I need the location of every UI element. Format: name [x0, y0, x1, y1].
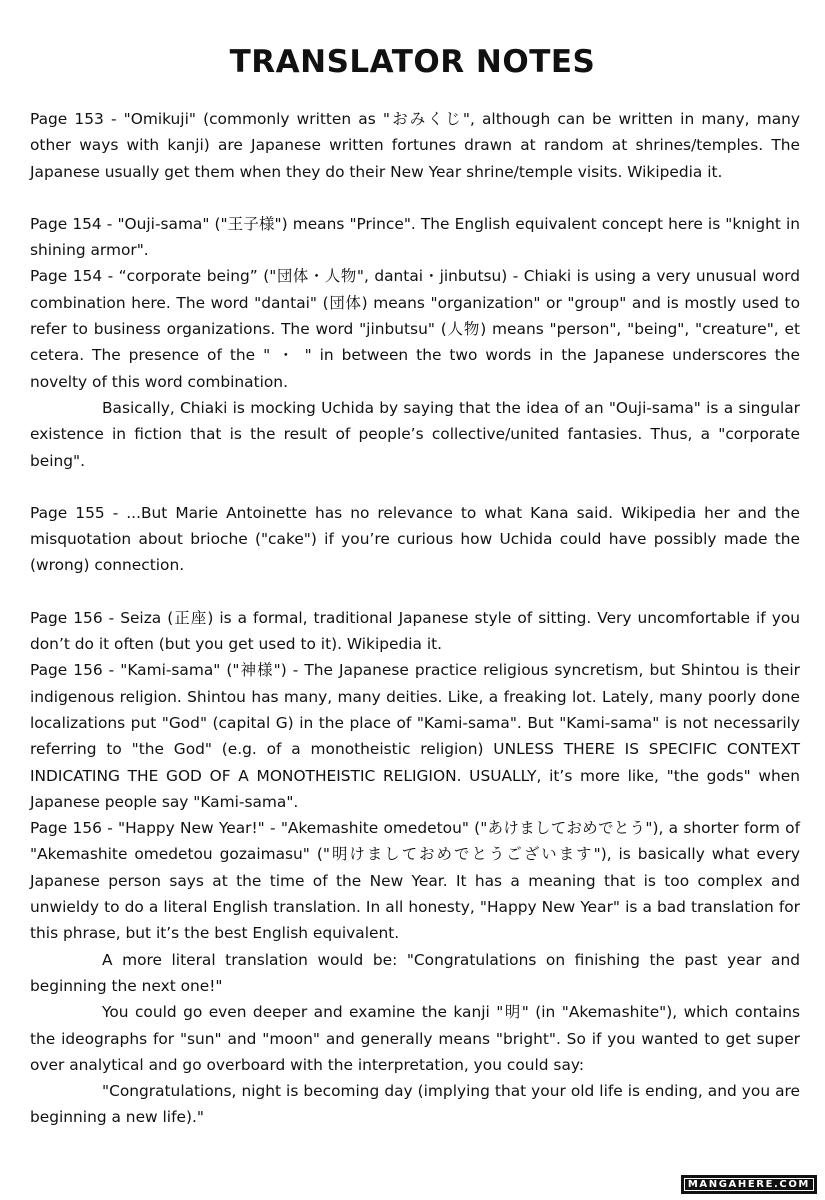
- note-omikuji: Page 153 - "Omikuji" (commonly written as "おみくじ", although can be written in many, many other ways with kanji) are Japanese written fortunes drawn at random at shrines/temples. The Japanese usually get them when they do their New Year shrine/temple visits. Wikipedia it.: [30, 110, 800, 181]
- note-kami-sama: Page 156 - "Kami-sama" ("神様") - The Japanese practice religious syncretism, but Shintou is their indigenous religion. Shintou has many, many deities. Like, a freaking lot. Lately, many poorly done localizations put "God" (capital G) in the place of "Kami-sama". But "Kami-sama" is not necessarily referring to "the God" (e.g. of a monotheistic religion) UNLESS THERE IS SPECIFIC CONTEXT INDICATING THE GOD OF A MONOTHEISTIC RELIGION. USUALLY, it’s more like, "the gods" when Japanese people say "Kami-sama".: [30, 661, 800, 811]
- note-happy-new-year: Page 156 - "Happy New Year!" - "Akemashite omedetou" ("あけましておめでとう"), a shorter form of "Akemashite omedetou gozaimasu" ("明けましておめでとうございます"), is basically what every Japanese person says at the time of the New Year. It has a meaning that is too complex and unwieldy to do a literal English translation. In all honesty, "Happy New Year" is a bad translation for this phrase, but it’s the best English equivalent.: [30, 819, 800, 943]
- note-interpretation: "Congratulations, night is becoming day (implying that your old life is ending, and you are beginning a new life).": [30, 1082, 800, 1127]
- note-ouji-sama: Page 154 - "Ouji-sama" ("王子様") means "Prince". The English equivalent concept here is "knight in shining armor".: [30, 214, 800, 260]
- note-seiza: Page 156 - Seiza (正座) is a formal, traditional Japanese style of sitting. Very uncomfortable if you don’t do it often (but you get used to it). Wikipedia it.: [30, 608, 800, 654]
- page-title: TRANSLATOR NOTES: [229, 44, 596, 80]
- notes-body: [30, 106, 800, 1131]
- note-corporate-being-continued: Basically, Chiaki is mocking Uchida by saying that the idea of an "Ouji-sama" is a singular existence in fiction that is the result of people’s collective/united fantasies. Thus, a "corporate being".: [30, 398, 800, 470]
- site-watermark: MANGAHERE.COM: [681, 1175, 817, 1194]
- note-literal-translation: A more literal translation would be: "Congratulations on finishing the past year and beginning the next one!": [30, 950, 800, 995]
- note-corporate-being: Page 154 - “corporate being” ("団体・人物", dantai・jinbutsu) - Chiaki is using a very unusual word combination here. The word "dantai" (団体) means "organization" or "group" and is mostly used to refer to business organizations. The word "jinbutsu" (人物) means "person", "being", "creature", et cetera. The presence of the " ・ " in between the two words in the Japanese underscores the novelty of this word combination.: [30, 267, 800, 391]
- note-kanji-analysis: You could go even deeper and examine the kanji "明" (in "Akemashite"), which contains the ideographs for "sun" and "moon" and generally means "bright". So if you wanted to get super over analytical and go overboard with the interpretation, you could say:: [30, 1003, 800, 1074]
- note-marie-antoinette: Page 155 - ...But Marie Antoinette has no relevance to what Kana said. Wikipedia her and the misquotation about brioche ("cake") if you’re curious how Uchida could have possibly made the (wrong) connection.: [30, 503, 800, 575]
